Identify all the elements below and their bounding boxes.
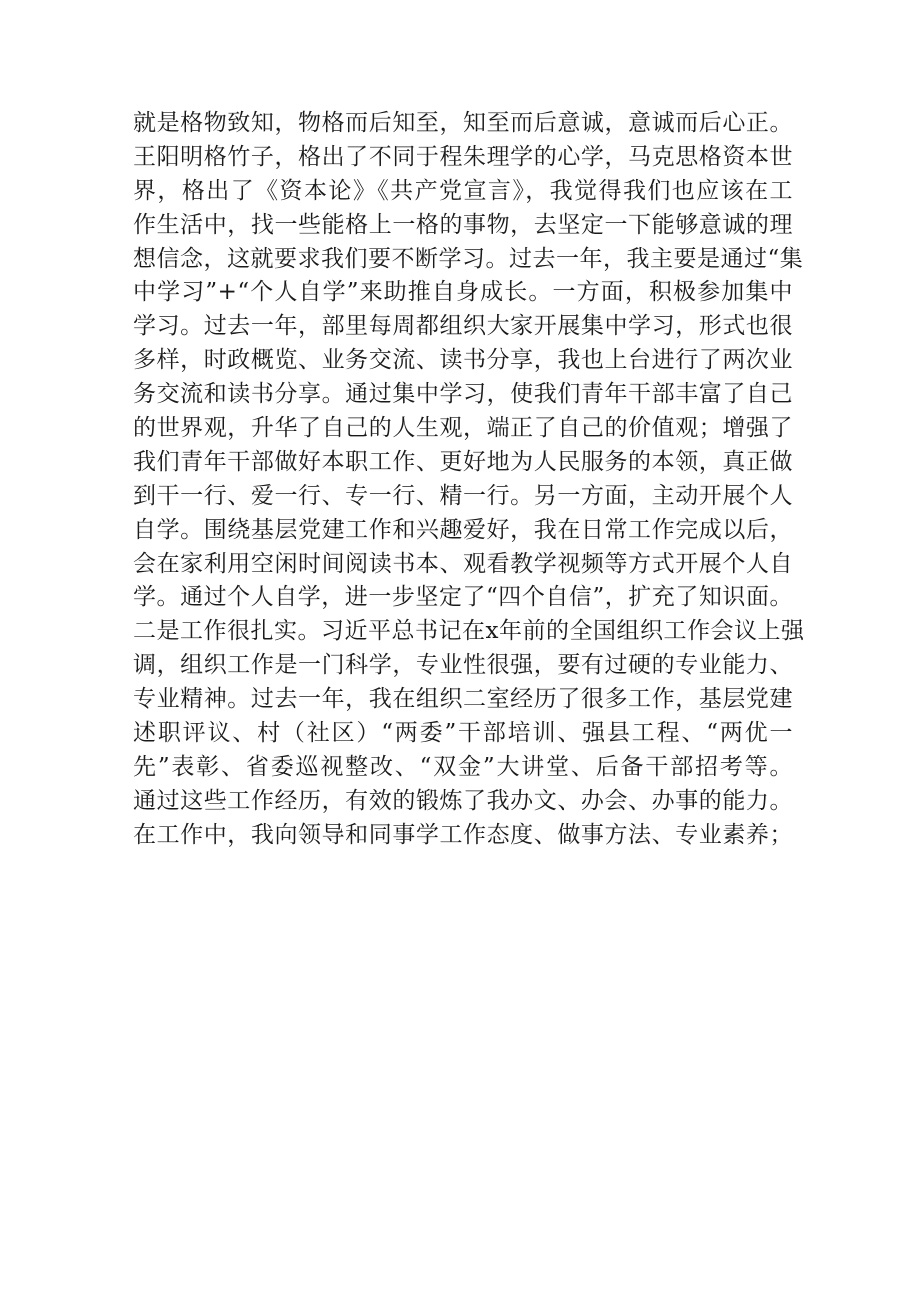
text-line: 王阳明格竹子，格出了不同于程朱理学的心学，马克思格资本世 bbox=[133, 143, 793, 170]
text-line: 到干一行、爱一行、专一行、精一行。另一方面，主动开展个人 bbox=[133, 482, 793, 509]
text-line: 专业精神。过去一年，我在组织二室经历了很多工作，基层党建 bbox=[133, 686, 793, 713]
text-line: 自学。围绕基层党建工作和兴趣爱好，我在日常工作完成以后， bbox=[133, 516, 793, 543]
text-line: 我们青年干部做好本职工作、更好地为人民服务的本领，真正做 bbox=[133, 448, 793, 475]
text-line: 作生活中，找一些能格上一格的事物，去坚定一下能够意诚的理 bbox=[133, 211, 793, 238]
text-line: 在工作中，我向领导和同事学工作态度、做事方法、专业素养； bbox=[133, 821, 793, 848]
text-line: 的世界观，升华了自己的人生观，端正了自己的价值观；增强了 bbox=[133, 415, 793, 442]
text-line: 述职评议、村（社区）“两委”干部培训、强县工程、“两优一 bbox=[133, 720, 793, 747]
text-line: 先”表彰、省委巡视整改、“双金”大讲堂、后备干部招考等。 bbox=[133, 753, 793, 780]
text-line: 务交流和读书分享。通过集中学习，使我们青年干部丰富了自己 bbox=[133, 381, 793, 408]
text-line: 二是工作很扎实。习近平总书记在x年前的全国组织工作会议上强 bbox=[133, 618, 805, 645]
text-line: 想信念，这就要求我们要不断学习。过去一年，我主要是通过“集 bbox=[133, 245, 804, 272]
body-text bbox=[133, 107, 805, 853]
text-line: 调，组织工作是一门科学，专业性很强，要有过硬的专业能力、 bbox=[133, 652, 793, 679]
text-line: 学。通过个人自学，进一步坚定了“四个自信”，扩充了知识面。 bbox=[133, 584, 793, 611]
text-line: 中学习”+“个人自学”来助推自身成长。一方面，积极参加集中 bbox=[133, 279, 793, 306]
text-line: 学习。过去一年，部里每周都组织大家开展集中学习，形式也很 bbox=[133, 313, 793, 340]
text-line: 界，格出了《资本论》《共产党宣言》，我觉得我们也应该在工 bbox=[133, 177, 793, 204]
text-line: 就是格物致知，物格而后知至，知至而后意诚，意诚而后心正。 bbox=[133, 110, 793, 136]
text-line: 通过这些工作经历，有效的锻炼了我办文、办会、办事的能力。 bbox=[133, 787, 793, 814]
text-line: 多样，时政概览、业务交流、读书分享，我也上台进行了两次业 bbox=[133, 347, 793, 374]
text-line: 会在家利用空闲时间阅读书本、观看教学视频等方式开展个人自 bbox=[133, 550, 793, 577]
